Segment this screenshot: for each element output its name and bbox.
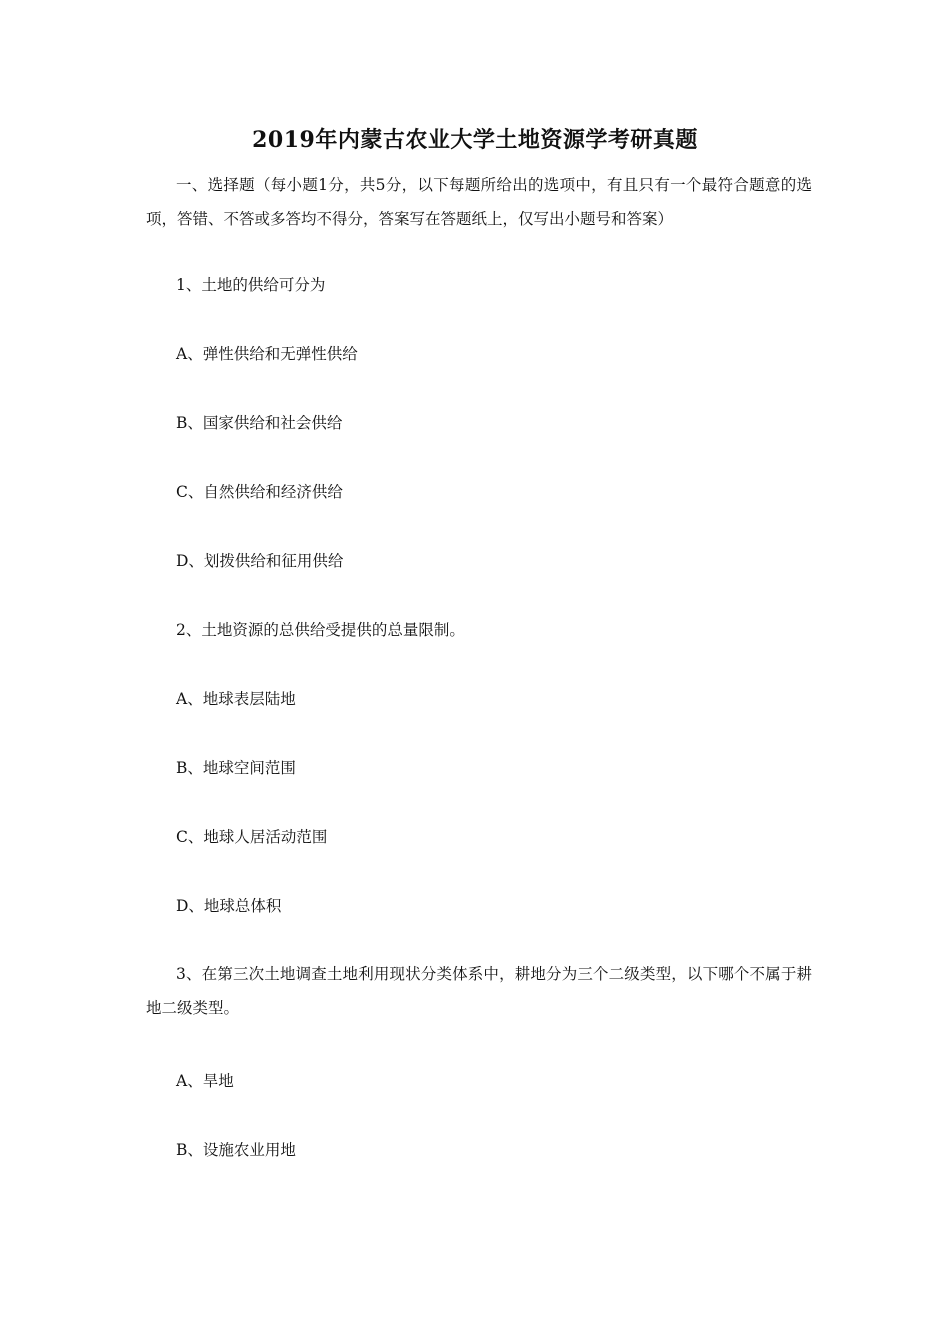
question-2-option-a: A、地球表层陆地 — [176, 690, 296, 708]
question-3-option-b: B、设施农业用地 — [176, 1141, 296, 1159]
section-instructions: 一、选择题（每小题1分，共5分，以下每题所给出的选项中，有且只有一个最符合题意的选项，答错、不答或多答均不得分，答案写在答题纸上，仅写出小题号和答案） — [146, 176, 812, 228]
question-1-option-a: A、弹性供给和无弹性供给 — [176, 345, 358, 363]
question-2-option-d: D、地球总体积 — [176, 897, 282, 915]
question-1-option-d: D、划拨供给和征用供给 — [176, 552, 344, 570]
question-2-stem: 2、土地资源的总供给受提供的总量限制。 — [176, 621, 465, 639]
question-3-stem: 3、在第三次土地调查土地利用现状分类体系中，耕地分为三个二级类型，以下哪个不属于耕地二级类型。 — [146, 965, 812, 1017]
question-3-option-a: A、旱地 — [176, 1072, 234, 1090]
question-1-stem: 1、土地的供给可分为 — [176, 276, 326, 294]
question-2-option-b: B、地球空间范围 — [176, 759, 296, 777]
question-1-option-c: C、自然供给和经济供给 — [176, 483, 343, 501]
question-2-option-c: C、地球人居活动范围 — [176, 828, 328, 846]
question-1-option-b: B、国家供给和社会供给 — [176, 414, 343, 432]
page-title: 2019年内蒙古农业大学土地资源学考研真题 — [252, 127, 698, 153]
